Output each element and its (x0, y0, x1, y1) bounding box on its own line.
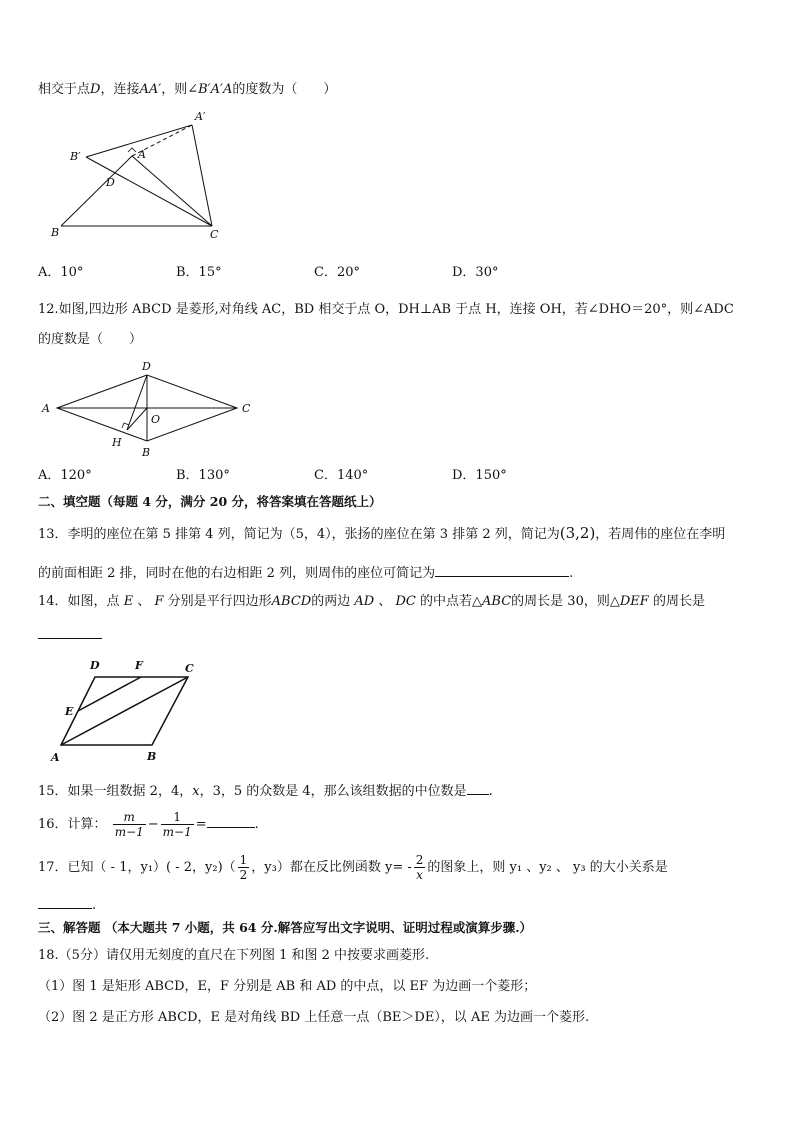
q14-triangle-abc: △ABC (472, 594, 512, 609)
q17-text-a: 17．已知（ - 1，y₁）( - 2，y₂)（ (38, 860, 236, 875)
q14-parallelogram: ABCD (271, 594, 312, 609)
q18-stem: 18.（5分）请仅用无刻度的直尺在下列图 1 和图 2 中按要求画菱形. (38, 948, 430, 963)
q11-point-d: D (90, 82, 101, 97)
q13-text-d: . (569, 566, 574, 581)
q14-label-d: D (90, 659, 100, 672)
q16-answer-blank[interactable] (207, 813, 255, 828)
q17-answer-blank[interactable] (38, 894, 92, 909)
q16-fraction-1 (113, 810, 146, 839)
q13-line1 (38, 523, 725, 545)
q14-sep-1: 、 (137, 594, 151, 609)
section-2-title: 二、填空题（每题 4 分，满分 20 分，将答案填在答题纸上） (38, 494, 382, 509)
q15-answer-blank[interactable] (467, 780, 489, 795)
q14-text-d: 的中点若 (420, 594, 473, 609)
q11-segment: AA′ (139, 82, 162, 97)
q16-frac1-den: m−1 (114, 825, 144, 839)
q15-text-a: 15．如果一组数据 2，4， (38, 784, 193, 799)
q14-text-c: 的两边 (311, 594, 351, 609)
q14-stem (38, 592, 705, 612)
q14-label-e: E (65, 705, 74, 718)
q12-stem-line1: 12.如图,四边形 ABCD 是菱形,对角线 AC，BD 相交于点 O，DH⊥AB 于点 H，连接 OH，若∠DHO＝20°，则∠ADC (38, 302, 734, 317)
q14-point-f: F (154, 594, 164, 609)
q12-label-a: A (42, 402, 50, 415)
q16-fraction-2 (161, 810, 194, 839)
q17-blank-line (38, 894, 96, 916)
q14-triangle-def: △DEF (609, 594, 649, 609)
q14-text-e: 的周长是 30，则 (511, 594, 610, 609)
q11-option-b[interactable]: B．15° (176, 265, 222, 280)
q17-func-num: 2 (415, 853, 424, 867)
q12-stem-line2: 的度数是（ ） (38, 332, 143, 347)
q14-side-ad: AD (354, 594, 375, 609)
q11-option-a[interactable]: A．10° (38, 265, 84, 280)
q18-part2: （2）图 2 是正方形 ABCD，E 是对角线 BD 上任意一点（BE＞DE），以 AE 为边画一个菱形. (38, 1010, 590, 1025)
q12-seg-dh (127, 375, 147, 430)
section-3-title: 三、解答题 （本大题共 7 小题，共 64 分.解答应写出文字说明、证明过程或演算步骤.） (38, 920, 533, 935)
q14-text-a: 14．如图，点 (38, 594, 120, 609)
q11-stem (38, 80, 336, 100)
q17-text-d: . (92, 898, 97, 913)
q12-option-a[interactable]: A．120° (38, 468, 92, 483)
q14-label-c: C (185, 662, 194, 675)
q14-blank-line (38, 624, 102, 646)
q11-label-a: A (138, 148, 146, 161)
q14-text-f: 的周长是 (652, 594, 705, 609)
q12-label-b: B (142, 446, 151, 459)
q12-figure (38, 356, 268, 461)
q11-text-b: ，连接 (100, 82, 140, 97)
q13-answer-blank[interactable] (435, 562, 569, 577)
q12-option-d[interactable]: D．150° (452, 468, 507, 483)
q13-line2 (38, 562, 573, 584)
q11-label-b1: B′ (70, 150, 81, 163)
q17-fraction-func (414, 853, 426, 882)
q14-label-a: A (51, 751, 60, 764)
q12-option-c[interactable]: C．140° (314, 468, 369, 483)
q16-stem (38, 808, 259, 842)
q12-option-b[interactable]: B．130° (176, 468, 230, 483)
q14-sep-2: 、 (378, 594, 392, 609)
q14-side-dc: DC (395, 594, 416, 609)
q12-label-c: C (242, 402, 251, 415)
q16-equals: = (195, 817, 207, 832)
q16-frac2-den: m−1 (162, 825, 192, 839)
q12-seg-oh (127, 408, 147, 430)
q11-option-d[interactable]: D．30° (452, 265, 499, 280)
q12-label-o: O (151, 413, 161, 426)
q17-stem (38, 848, 668, 888)
q13-text-a: 13．李明的座位在第 5 排第 4 列，简记为（5，4），张扬的座位在第 3 排第 2 列，简记为 (38, 527, 560, 542)
q16-frac2-num: 1 (161, 810, 194, 825)
q15-text-c: . (488, 784, 493, 799)
q14-diagonal-ac (61, 677, 188, 745)
q17-frac-num: 1 (239, 853, 248, 867)
q15-stem (38, 780, 493, 802)
q16-text-a: 16．计算： (38, 817, 107, 832)
q11-label-d: D (106, 176, 115, 189)
q14-point-e: E (123, 594, 134, 609)
q17-fraction-half (238, 853, 250, 882)
q15-var-x: x (192, 784, 200, 799)
q11-text-a: 相交于点 (38, 82, 91, 97)
q13-text-c: 的前面相距 2 排，同时在他的右边相距 2 列，则周伟的座位可简记为 (38, 566, 436, 581)
q15-text-b: ，3，5 的众数是 4，那么该组数据的中位数是 (199, 784, 467, 799)
q11-edge-b1c (86, 157, 212, 226)
q12-label-d: D (142, 360, 151, 373)
q17-func-den: x (416, 868, 423, 882)
q11-edge-ba (61, 156, 132, 226)
q11-label-c: C (210, 228, 219, 241)
q14-label-b: B (147, 750, 157, 763)
q16-minus: − (147, 817, 159, 832)
q11-text-d: 的度数为（ ） (232, 82, 337, 97)
q18-part1: （1）图 1 是矩形 ABCD，E，F 分别是 AB 和 AD 的中点，以 EF 为边画一个菱形； (38, 979, 537, 994)
q11-angle: B′A′A (198, 82, 233, 97)
q16-text-b: . (254, 817, 259, 832)
q11-label-b: B (51, 226, 60, 239)
q16-frac1-num: m (113, 810, 146, 825)
q17-text-c: 的图象上，则 y₁ 、y₂ 、 y₃ 的大小关系是 (427, 860, 668, 875)
q14-segment-ef (78, 677, 141, 711)
q11-figure (40, 108, 240, 243)
q11-option-c[interactable]: C．20° (314, 265, 360, 280)
q12-label-h: H (112, 436, 122, 449)
q11-text-c: ，则∠ (161, 82, 199, 97)
q13-coord: (3,2) (559, 524, 596, 542)
q11-label-a1: A′ (195, 110, 206, 123)
q13-text-b: ，若周伟的座位在李明 (595, 527, 726, 542)
q17-frac-den: 2 (239, 868, 248, 882)
q14-text-b: 分别是平行四边形 (167, 594, 272, 609)
q14-label-f: F (135, 659, 143, 672)
q14-answer-blank[interactable] (38, 624, 102, 639)
q17-text-b: ，y₃）都在反比例函数 y= - (251, 860, 412, 875)
q11-right-angle-mark (128, 148, 136, 152)
q14-figure (46, 652, 206, 768)
